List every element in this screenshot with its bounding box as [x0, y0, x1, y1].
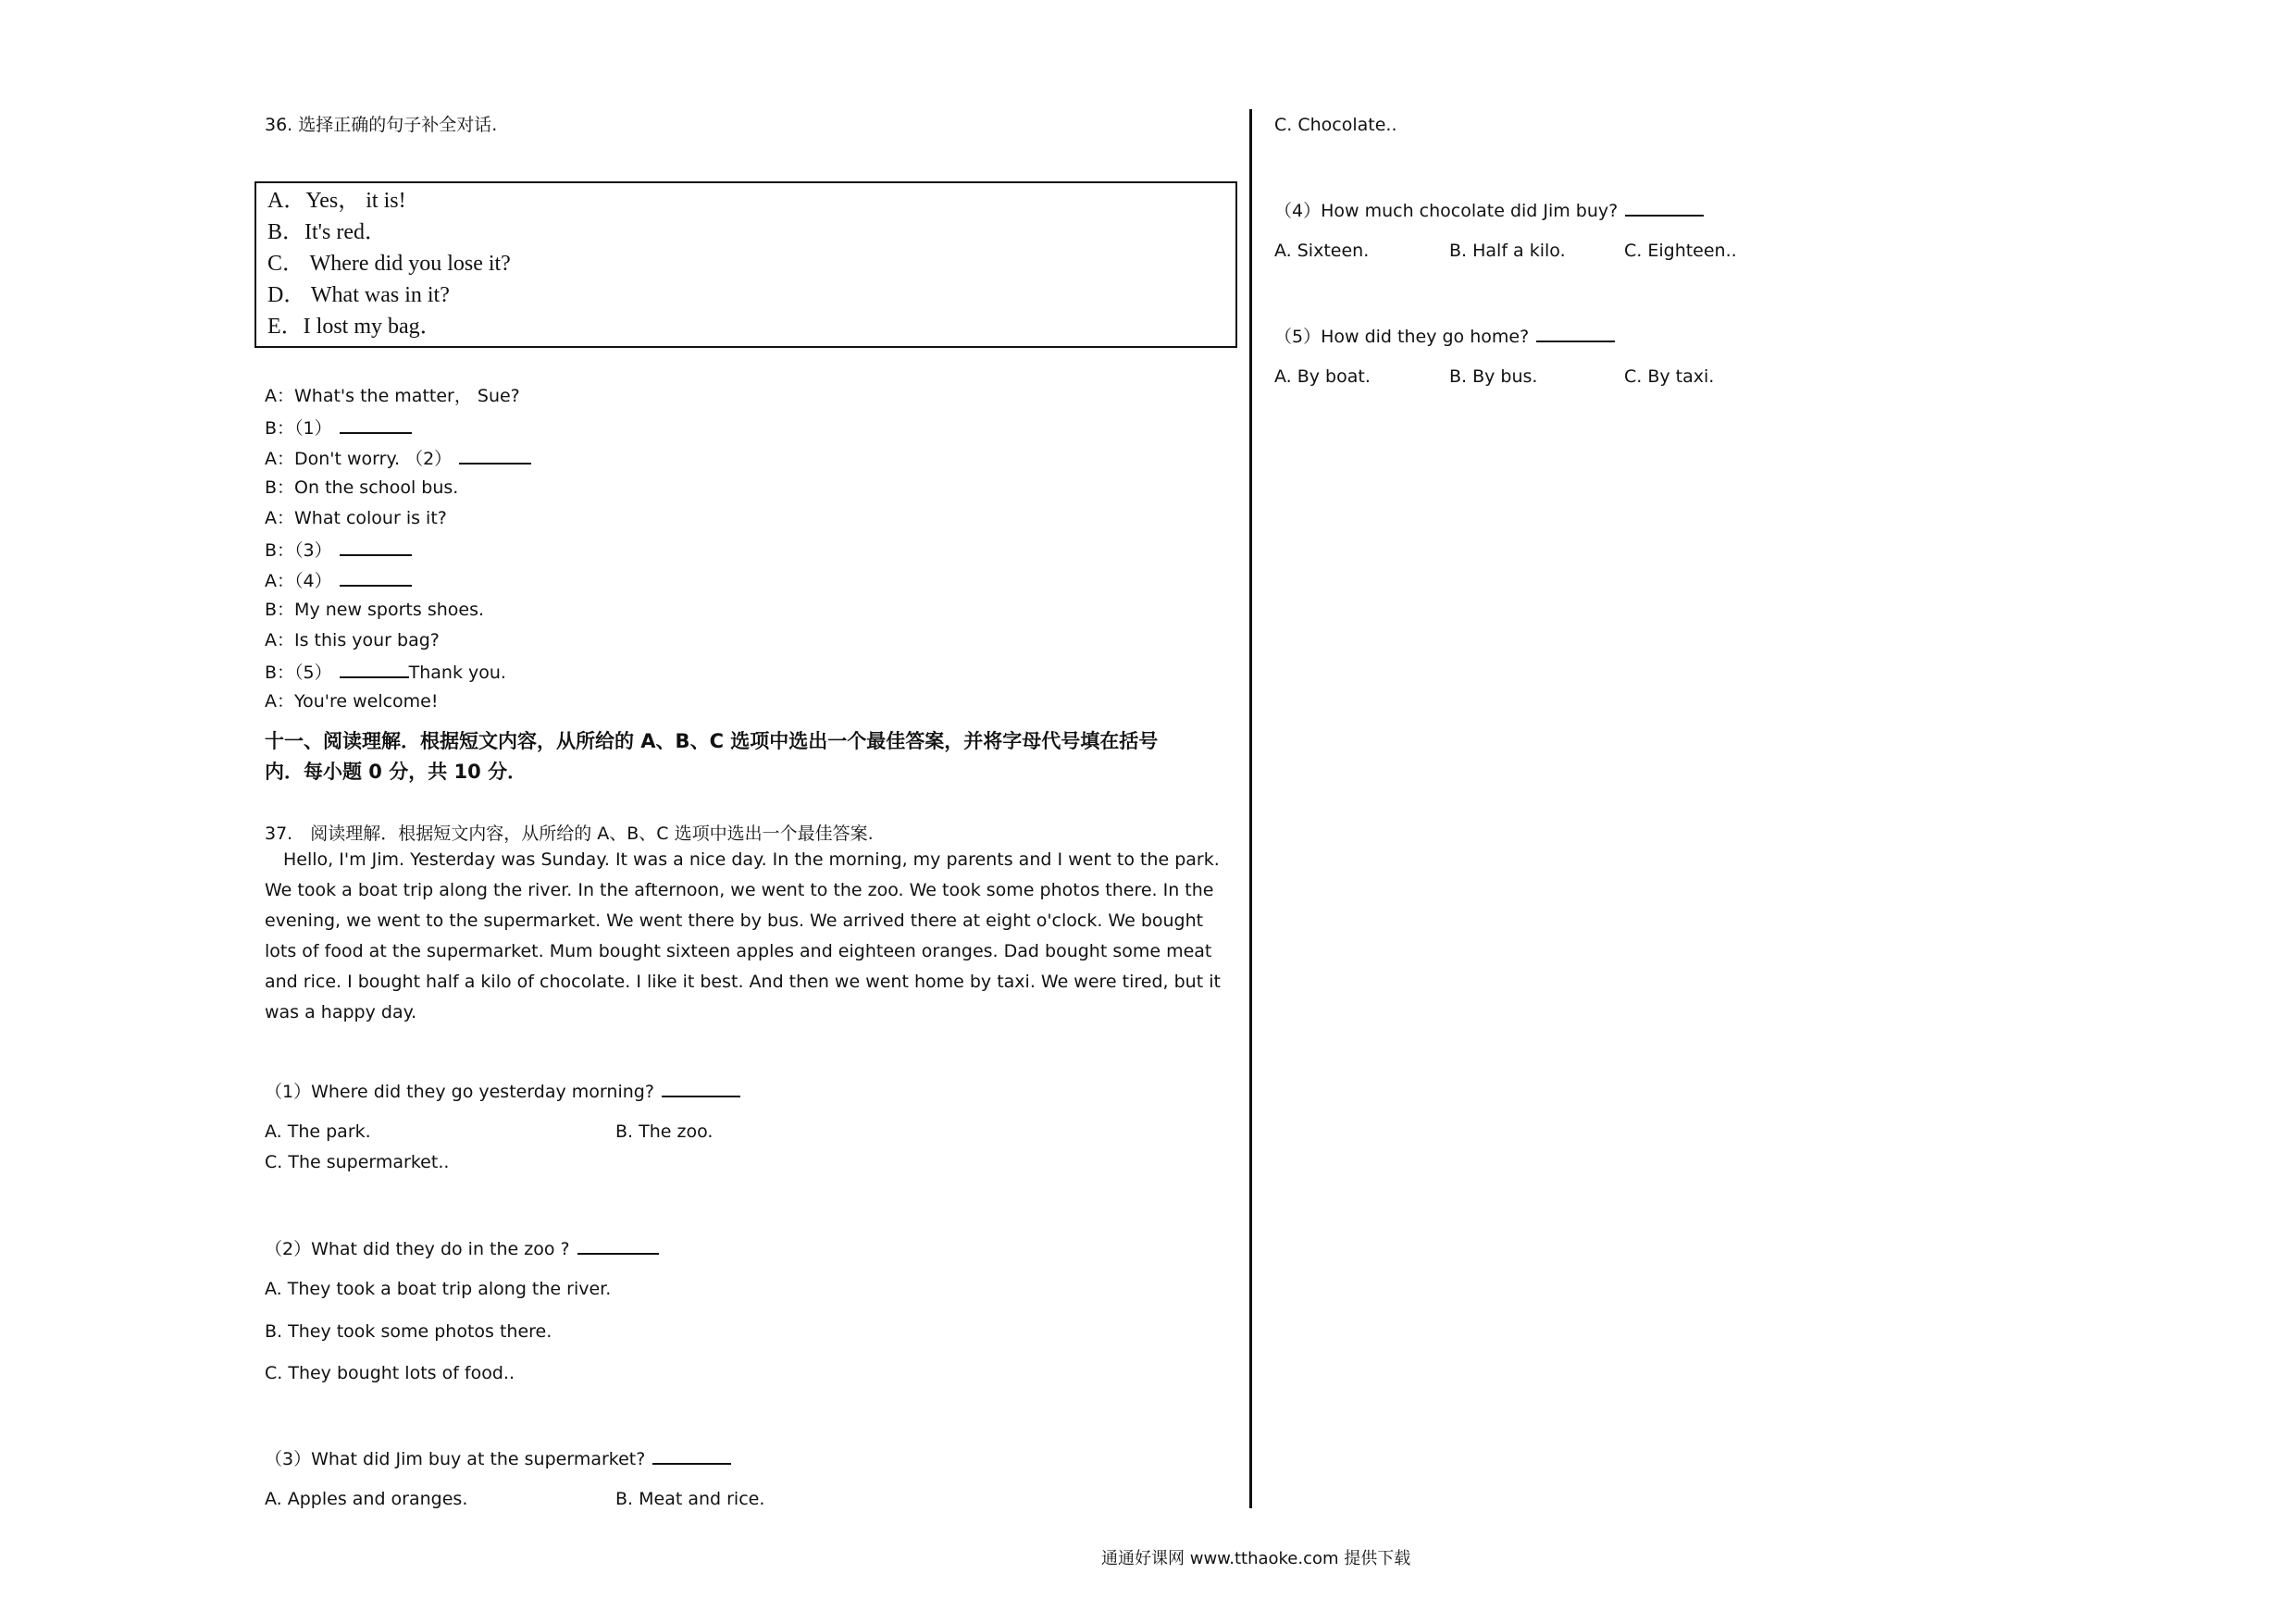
dialogue-text: （3） — [294, 540, 332, 561]
q37-question-1 — [265, 1079, 740, 1103]
answer-blank[interactable] — [340, 538, 412, 556]
dialogue-speaker: A： — [265, 691, 294, 712]
dialogue-text: What colour is it? — [294, 508, 447, 528]
q37-question-3 — [265, 1446, 731, 1470]
dialogue-line-9 — [265, 629, 440, 651]
q37-q4-option-b: B. Half a kilo. — [1449, 241, 1566, 261]
dialogue-line-2 — [265, 415, 412, 440]
q37-q3-option-c: C. Chocolate.. — [1274, 115, 1397, 135]
dialogue-text: （4） — [294, 571, 332, 591]
dialogue-line-7 — [265, 568, 412, 592]
dialogue-text: My new sports shoes. — [294, 600, 485, 620]
dialogue-text: On the school bus. — [294, 477, 459, 498]
q37-q2-option-c: C. They bought lots of food.. — [265, 1363, 515, 1383]
q37-title: 37. 阅读理解．根据短文内容，从所给的 A、B、C 选项中选出一个最佳答案. — [265, 824, 874, 844]
dialogue-line-4 — [265, 477, 458, 499]
q37-q5-option-b: B. By bus. — [1449, 366, 1538, 387]
q37-question-2 — [265, 1236, 659, 1260]
answer-blank[interactable] — [340, 660, 409, 678]
q37-q1-option-a: A. The park. — [265, 1121, 371, 1142]
q36-option-b: B．It's red． — [267, 220, 387, 244]
q37-q3-option-a: A. Apples and oranges. — [265, 1489, 468, 1509]
q36-title: 36. 选择正确的句子补全对话. — [265, 115, 498, 135]
q36-option-e: E．I lost my bag． — [267, 315, 442, 339]
q37-q5-option-c: C. By taxi. — [1624, 366, 1715, 387]
dialogue-text: You're welcome! — [294, 691, 439, 712]
q37-q2-option-b: B. They took some photos there. — [265, 1321, 552, 1342]
dialogue-line-1 — [265, 385, 520, 407]
dialogue-text: （5） — [294, 663, 332, 683]
dialogue-speaker: A： — [265, 449, 294, 469]
dialogue-text: Is this your bag? — [294, 630, 440, 650]
question-text: （2）What did they do in the zoo ? — [265, 1239, 570, 1259]
question-text: （4）How much chocolate did Jim buy? — [1274, 201, 1619, 221]
answer-blank[interactable] — [459, 446, 531, 465]
answer-blank[interactable] — [340, 568, 412, 587]
answer-blank[interactable] — [1536, 324, 1615, 342]
q37-q1-option-b: B. The zoo. — [615, 1121, 714, 1142]
dialogue-speaker: A： — [265, 571, 294, 591]
column-divider — [1249, 109, 1252, 1508]
answer-blank[interactable] — [652, 1446, 731, 1465]
question-text: （3）What did Jim buy at the supermarket? — [265, 1449, 646, 1469]
question-text: （5）How did they go home? — [1274, 327, 1530, 347]
section-heading-line-1: 十一、阅读理解．根据短文内容，从所给的 A、B、C 选项中选出一个最佳答案，并将字母代号填在括号 — [265, 730, 1159, 752]
dialogue-text: （1） — [294, 418, 332, 439]
dialogue-text: Don't worry. （2） — [294, 449, 453, 469]
q36-option-c: C． Where did you lose it? — [267, 252, 511, 276]
q36-options-box — [254, 181, 1237, 348]
q37-question-5 — [1274, 324, 1615, 348]
dialogue-line-6 — [265, 538, 412, 562]
q37-q4-option-c: C. Eighteen.. — [1624, 241, 1737, 261]
dialogue-line-3 — [265, 446, 531, 470]
q37-q5-option-a: A. By boat. — [1274, 366, 1371, 387]
section-heading-line-2: 内．每小题 0 分，共 10 分． — [265, 761, 527, 783]
dialogue-speaker: B： — [265, 663, 295, 683]
q37-q2-option-a: A. They took a boat trip along the river. — [265, 1279, 612, 1299]
answer-blank[interactable] — [662, 1079, 740, 1097]
dialogue-speaker: B： — [265, 540, 295, 561]
q37-question-4 — [1274, 198, 1704, 222]
answer-blank[interactable] — [577, 1236, 659, 1255]
answer-blank[interactable] — [1625, 198, 1704, 217]
q37-q1-option-c: C. The supermarket.. — [265, 1152, 450, 1172]
dialogue-line-5 — [265, 507, 447, 529]
page-footer: 通通好课网 www.tthaoke.com 提供下载 — [1101, 1549, 1411, 1568]
dialogue-speaker: B： — [265, 600, 295, 620]
q37-q4-option-a: A. Sixteen. — [1274, 241, 1370, 261]
dialogue-speaker: A： — [265, 386, 294, 406]
dialogue-suffix: Thank you. — [408, 663, 506, 683]
q36-option-d: D． What was in it? — [267, 283, 450, 307]
q37-q3-option-b: B. Meat and rice. — [615, 1489, 765, 1509]
dialogue-speaker: A： — [265, 508, 294, 528]
question-text: （1）Where did they go yesterday morning? — [265, 1082, 654, 1102]
dialogue-line-8 — [265, 599, 484, 621]
answer-blank[interactable] — [340, 415, 412, 434]
dialogue-speaker: A： — [265, 630, 294, 650]
dialogue-speaker: B： — [265, 477, 295, 498]
dialogue-line-10 — [265, 660, 506, 684]
dialogue-text: What's the matter， Sue? — [294, 386, 520, 406]
q36-option-a: A．Yes， it is! — [267, 189, 406, 213]
dialogue-line-11 — [265, 690, 439, 712]
q37-passage: Hello, I'm Jim. Yesterday was Sunday. It was a nice day. In the morning, my parents and I went to the park. We took a boat trip along the river. In the afternoon, we went to the zoo. We took some photos there. In the evening, we went to the supermarket. We went there by bus. We arrived there at eight o'clock. We bought lots of food at the supermarket. Mum bought sixteen apples and eighteen oranges. Dad bought some meat and rice. I bought half a kilo of chocolate. I like it best. And then we went home by taxi. We were tired, but it was a happy day. — [265, 849, 1221, 1022]
dialogue-speaker: B： — [265, 418, 295, 439]
